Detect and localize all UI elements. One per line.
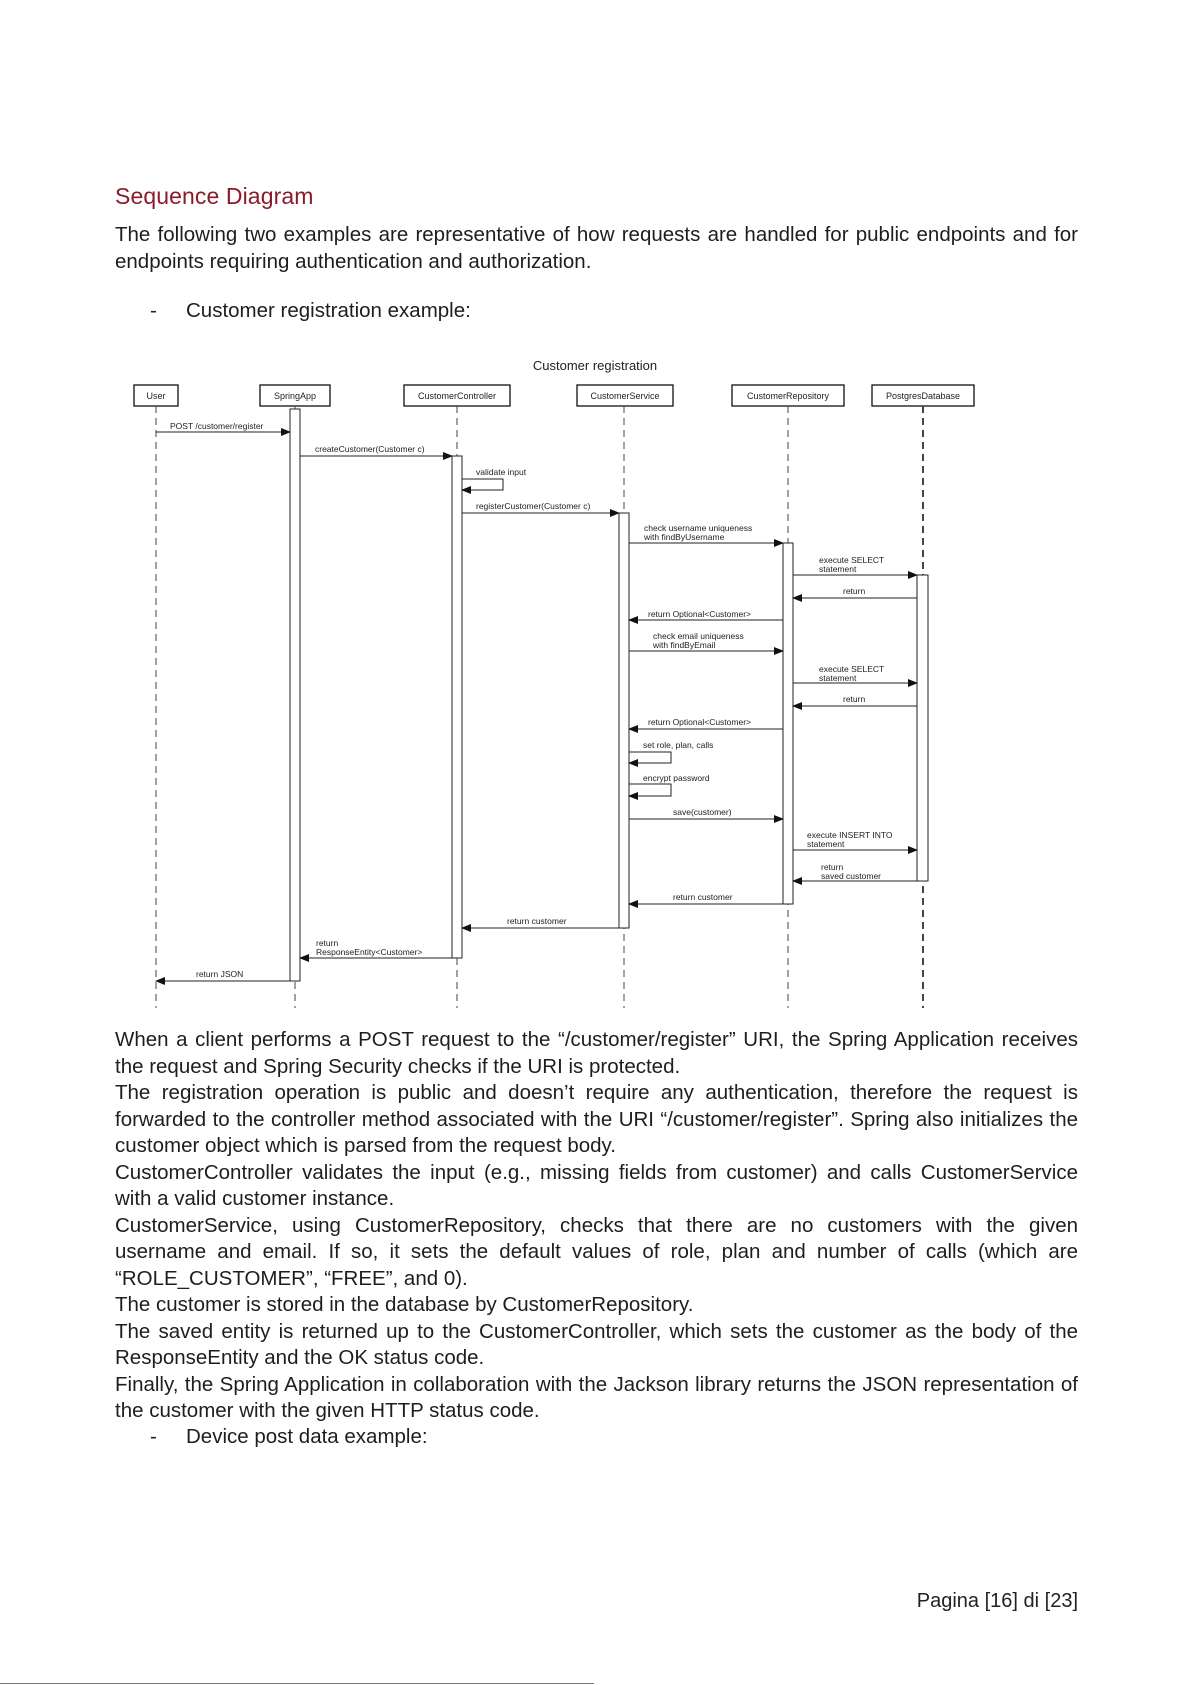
participant-customerrepository xyxy=(732,385,844,406)
paragraph: The saved entity is returned up to the CustomerController, which sets the customer as the body of the ResponseEntity and the OK status code. xyxy=(115,1319,1078,1369)
bullet-customer-registration xyxy=(150,299,471,323)
section-heading: Sequence Diagram xyxy=(115,183,314,209)
paragraph: CustomerController validates the input (e.g., missing fields from customer) and calls CustomerService with a valid customer instance. xyxy=(115,1160,1078,1210)
svg-text:CustomerRepository: CustomerRepository xyxy=(746,391,830,401)
svg-text:check email uniqueness: check email uniqueness xyxy=(653,631,744,641)
svg-text:POST /customer/register: POST /customer/register xyxy=(170,421,264,431)
intro-paragraph: The following two examples are representative of how requests are handled for public endpoints and for endpoints requiring authentication and authorization. xyxy=(115,223,1078,273)
footer-divider xyxy=(0,1683,594,1684)
svg-text:set role, plan, calls: set role, plan, calls xyxy=(643,740,714,750)
svg-text:validate input: validate input xyxy=(476,467,527,477)
participant-springapp xyxy=(260,385,330,406)
bullet-device-post-data xyxy=(150,1425,428,1449)
explanation-text xyxy=(115,1027,1078,1425)
svg-text:return Optional<Customer>: return Optional<Customer> xyxy=(648,717,751,727)
svg-text:return customer: return customer xyxy=(507,916,567,926)
sequence-diagram xyxy=(130,358,1060,1095)
svg-text:createCustomer(Customer c): createCustomer(Customer c) xyxy=(315,444,425,454)
paragraph: The registration operation is public and doesn’t require any authentication, therefore the request is forwarded to the controller method associated with the URI “/customer/register”. Spring also initializes the customer object which is parsed from the request body. xyxy=(115,1081,1078,1157)
svg-text:ResponseEntity<Customer>: ResponseEntity<Customer> xyxy=(316,947,423,957)
svg-text:return Optional<Customer>: return Optional<Customer> xyxy=(648,609,751,619)
svg-text:saved customer: saved customer xyxy=(821,871,881,881)
svg-text:CustomerController: CustomerController xyxy=(417,391,497,401)
svg-text:with findByEmail: with findByEmail xyxy=(653,640,716,650)
participant-postgresdatabase xyxy=(872,385,974,406)
participant-customercontroller xyxy=(404,385,510,406)
paragraph: Finally, the Spring Application in collaboration with the Jackson library returns the JSON representation of the customer with the given HTTP status code. xyxy=(115,1372,1078,1422)
svg-text:return: return xyxy=(316,938,339,948)
bullet-dash: - xyxy=(150,1425,157,1448)
svg-text:User: User xyxy=(146,391,166,401)
diagram-title: Customer registration xyxy=(532,358,658,373)
svg-text:save(customer): save(customer) xyxy=(673,807,732,817)
participant-customerservice xyxy=(577,385,673,406)
svg-text:CustomerService: CustomerService xyxy=(590,391,660,401)
svg-text:return: return xyxy=(821,862,844,872)
svg-text:statement: statement xyxy=(807,839,845,849)
svg-text:PostgresDatabase: PostgresDatabase xyxy=(885,391,961,401)
page-number: Pagina [16] di [23] xyxy=(916,1590,1078,1612)
bullet-label: Customer registration example: xyxy=(186,299,471,322)
bullet-label: Device post data example: xyxy=(186,1425,428,1448)
svg-text:statement: statement xyxy=(819,673,857,683)
svg-text:execute INSERT INTO: execute INSERT INTO xyxy=(807,830,893,840)
paragraph: The customer is stored in the database by CustomerRepository. xyxy=(115,1293,694,1316)
svg-text:return customer: return customer xyxy=(673,892,733,902)
svg-text:execute SELECT: execute SELECT xyxy=(819,555,885,565)
participant-user xyxy=(134,385,178,406)
svg-text:encrypt password: encrypt password xyxy=(643,773,710,783)
svg-text:return: return xyxy=(843,694,866,704)
svg-text:return JSON: return JSON xyxy=(196,969,244,979)
svg-text:check username uniqueness: check username uniqueness xyxy=(644,523,753,533)
paragraph: When a client performs a POST request to the “/customer/register” URI, the Spring Application receives the request and Spring Security checks if the URI is protected. xyxy=(115,1028,1078,1078)
svg-text:with findByUsername: with findByUsername xyxy=(644,532,725,542)
bullet-dash: - xyxy=(150,299,157,322)
svg-text:SpringApp: SpringApp xyxy=(273,391,317,401)
paragraph: CustomerService, using CustomerRepository, checks that there are no customers with the given username and email. If so, it sets the default values of role, plan and number of calls (which are “ROLE_CUSTOMER”, “FREE”, and 0). xyxy=(115,1213,1078,1290)
svg-text:statement: statement xyxy=(819,564,857,574)
svg-text:return: return xyxy=(843,586,866,596)
svg-text:execute SELECT: execute SELECT xyxy=(819,664,885,674)
activation-bars xyxy=(290,409,928,981)
svg-text:registerCustomer(Customer c): registerCustomer(Customer c) xyxy=(476,501,591,511)
